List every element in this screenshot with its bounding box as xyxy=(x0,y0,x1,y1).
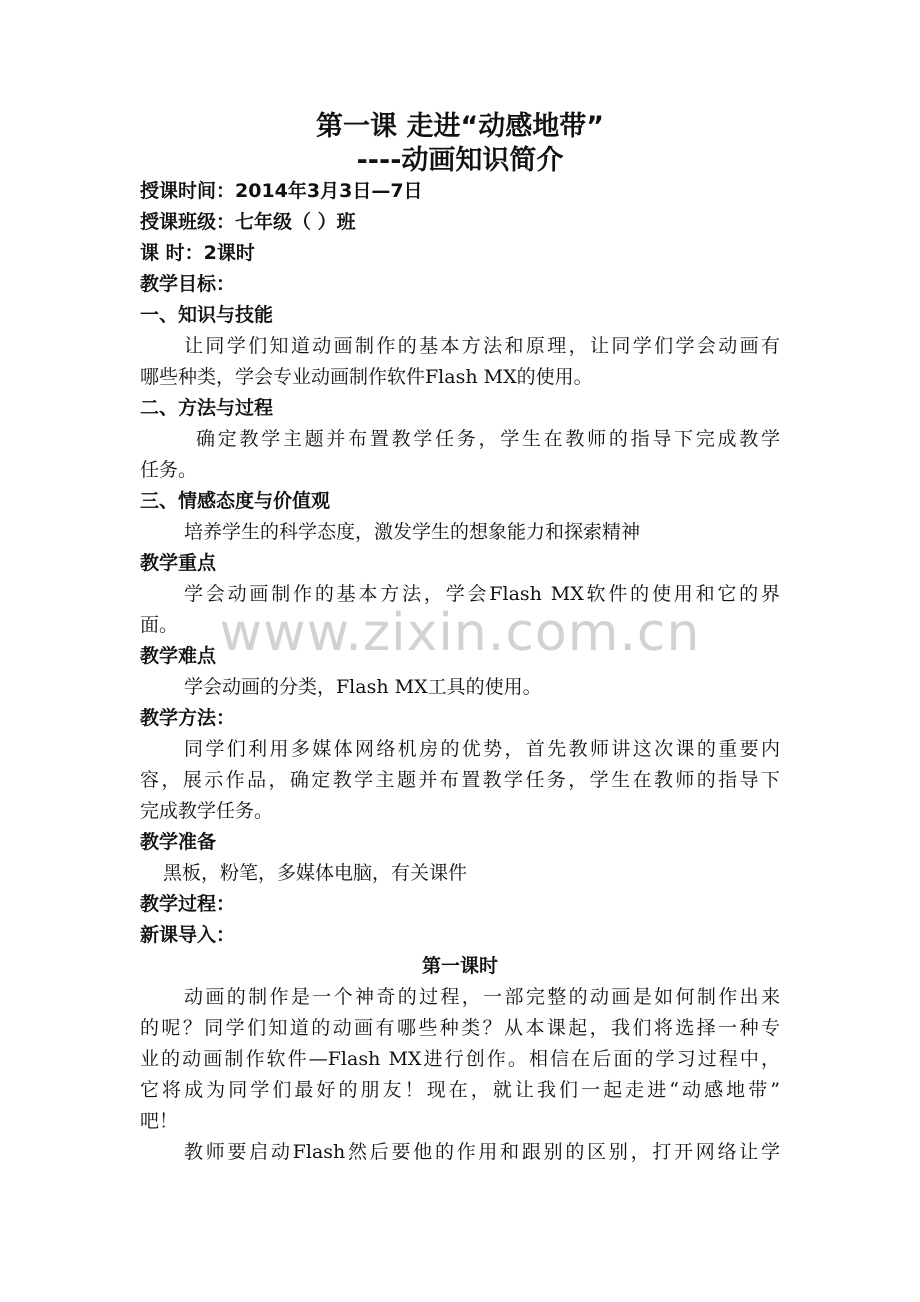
intro-text: 吧！ xyxy=(140,1110,179,1132)
section-2-heading: 二、方法与过程 xyxy=(140,397,274,419)
prep-text: 黑板，粉笔，多媒体电脑，有关课件 xyxy=(163,862,468,884)
section-2-text: 任务。 xyxy=(140,459,198,481)
difficulty-heading: 教学难点 xyxy=(140,645,217,667)
method-text: 同学们利用多媒体网络机房的优势，首先教师讲这次课的重要内 xyxy=(184,738,780,760)
watermark-text: www.zixin.com.cn xyxy=(219,603,701,663)
focus-heading: 教学重点 xyxy=(140,552,217,574)
intro-heading: 新课导入： xyxy=(140,924,236,946)
class-hours: 课 时：2课时 xyxy=(140,242,255,264)
section-1-heading: 一、知识与技能 xyxy=(140,304,274,326)
lesson-subtitle: ----动画知识简介 xyxy=(356,145,564,176)
intro-text: 教师要启动Flash然后要他的作用和跟别的区别，打开网络让学 xyxy=(184,1141,780,1163)
intro-text: 它将成为同学们最好的朋友！现在，就让我们一起走进“动感地带” xyxy=(140,1079,780,1101)
lesson-title: 第一课 走进“动感地带” xyxy=(316,111,604,142)
difficulty-text: 学会动画的分类，Flash MX工具的使用。 xyxy=(184,676,542,698)
section-3-text: 培养学生的科学态度，激发学生的想象能力和探索精神 xyxy=(184,521,641,543)
section-1-text: 让同学们知道动画制作的基本方法和原理，让同学们学会动画有 xyxy=(184,335,780,357)
teach-class: 授课班级：七年级（ ）班 xyxy=(140,211,356,233)
intro-text: 动画的制作是一个神奇的过程，一部完整的动画是如何制作出来 xyxy=(184,986,780,1008)
method-text: 完成教学任务。 xyxy=(140,800,274,822)
method-text: 容，展示作品，确定教学主题并布置教学任务，学生在教师的指导下 xyxy=(140,769,780,791)
prep-heading: 教学准备 xyxy=(140,831,217,853)
period-heading: 第一课时 xyxy=(421,955,498,977)
teach-time: 授课时间：2014年3月3日—7日 xyxy=(140,180,423,202)
section-1-text: 哪些种类，学会专业动画制作软件Flash MX的使用。 xyxy=(140,366,593,388)
section-2-text: 确定教学主题并布置教学任务，学生在教师的指导下完成教学 xyxy=(196,428,780,450)
intro-text: 业的动画制作软件—Flash MX进行创作。相信在后面的学习过程中， xyxy=(140,1048,780,1070)
focus-text: 学会动画制作的基本方法，学会Flash MX软件的使用和它的界 xyxy=(184,583,780,605)
method-heading: 教学方法： xyxy=(140,707,236,729)
focus-text: 面。 xyxy=(140,614,179,636)
process-heading: 教学过程： xyxy=(140,893,236,915)
objectives-heading: 教学目标： xyxy=(140,273,236,295)
intro-text: 的呢？同学们知道的动画有哪些种类？从本课起，我们将选择一种专 xyxy=(140,1017,780,1039)
section-3-heading: 三、情感态度与价值观 xyxy=(140,490,331,512)
